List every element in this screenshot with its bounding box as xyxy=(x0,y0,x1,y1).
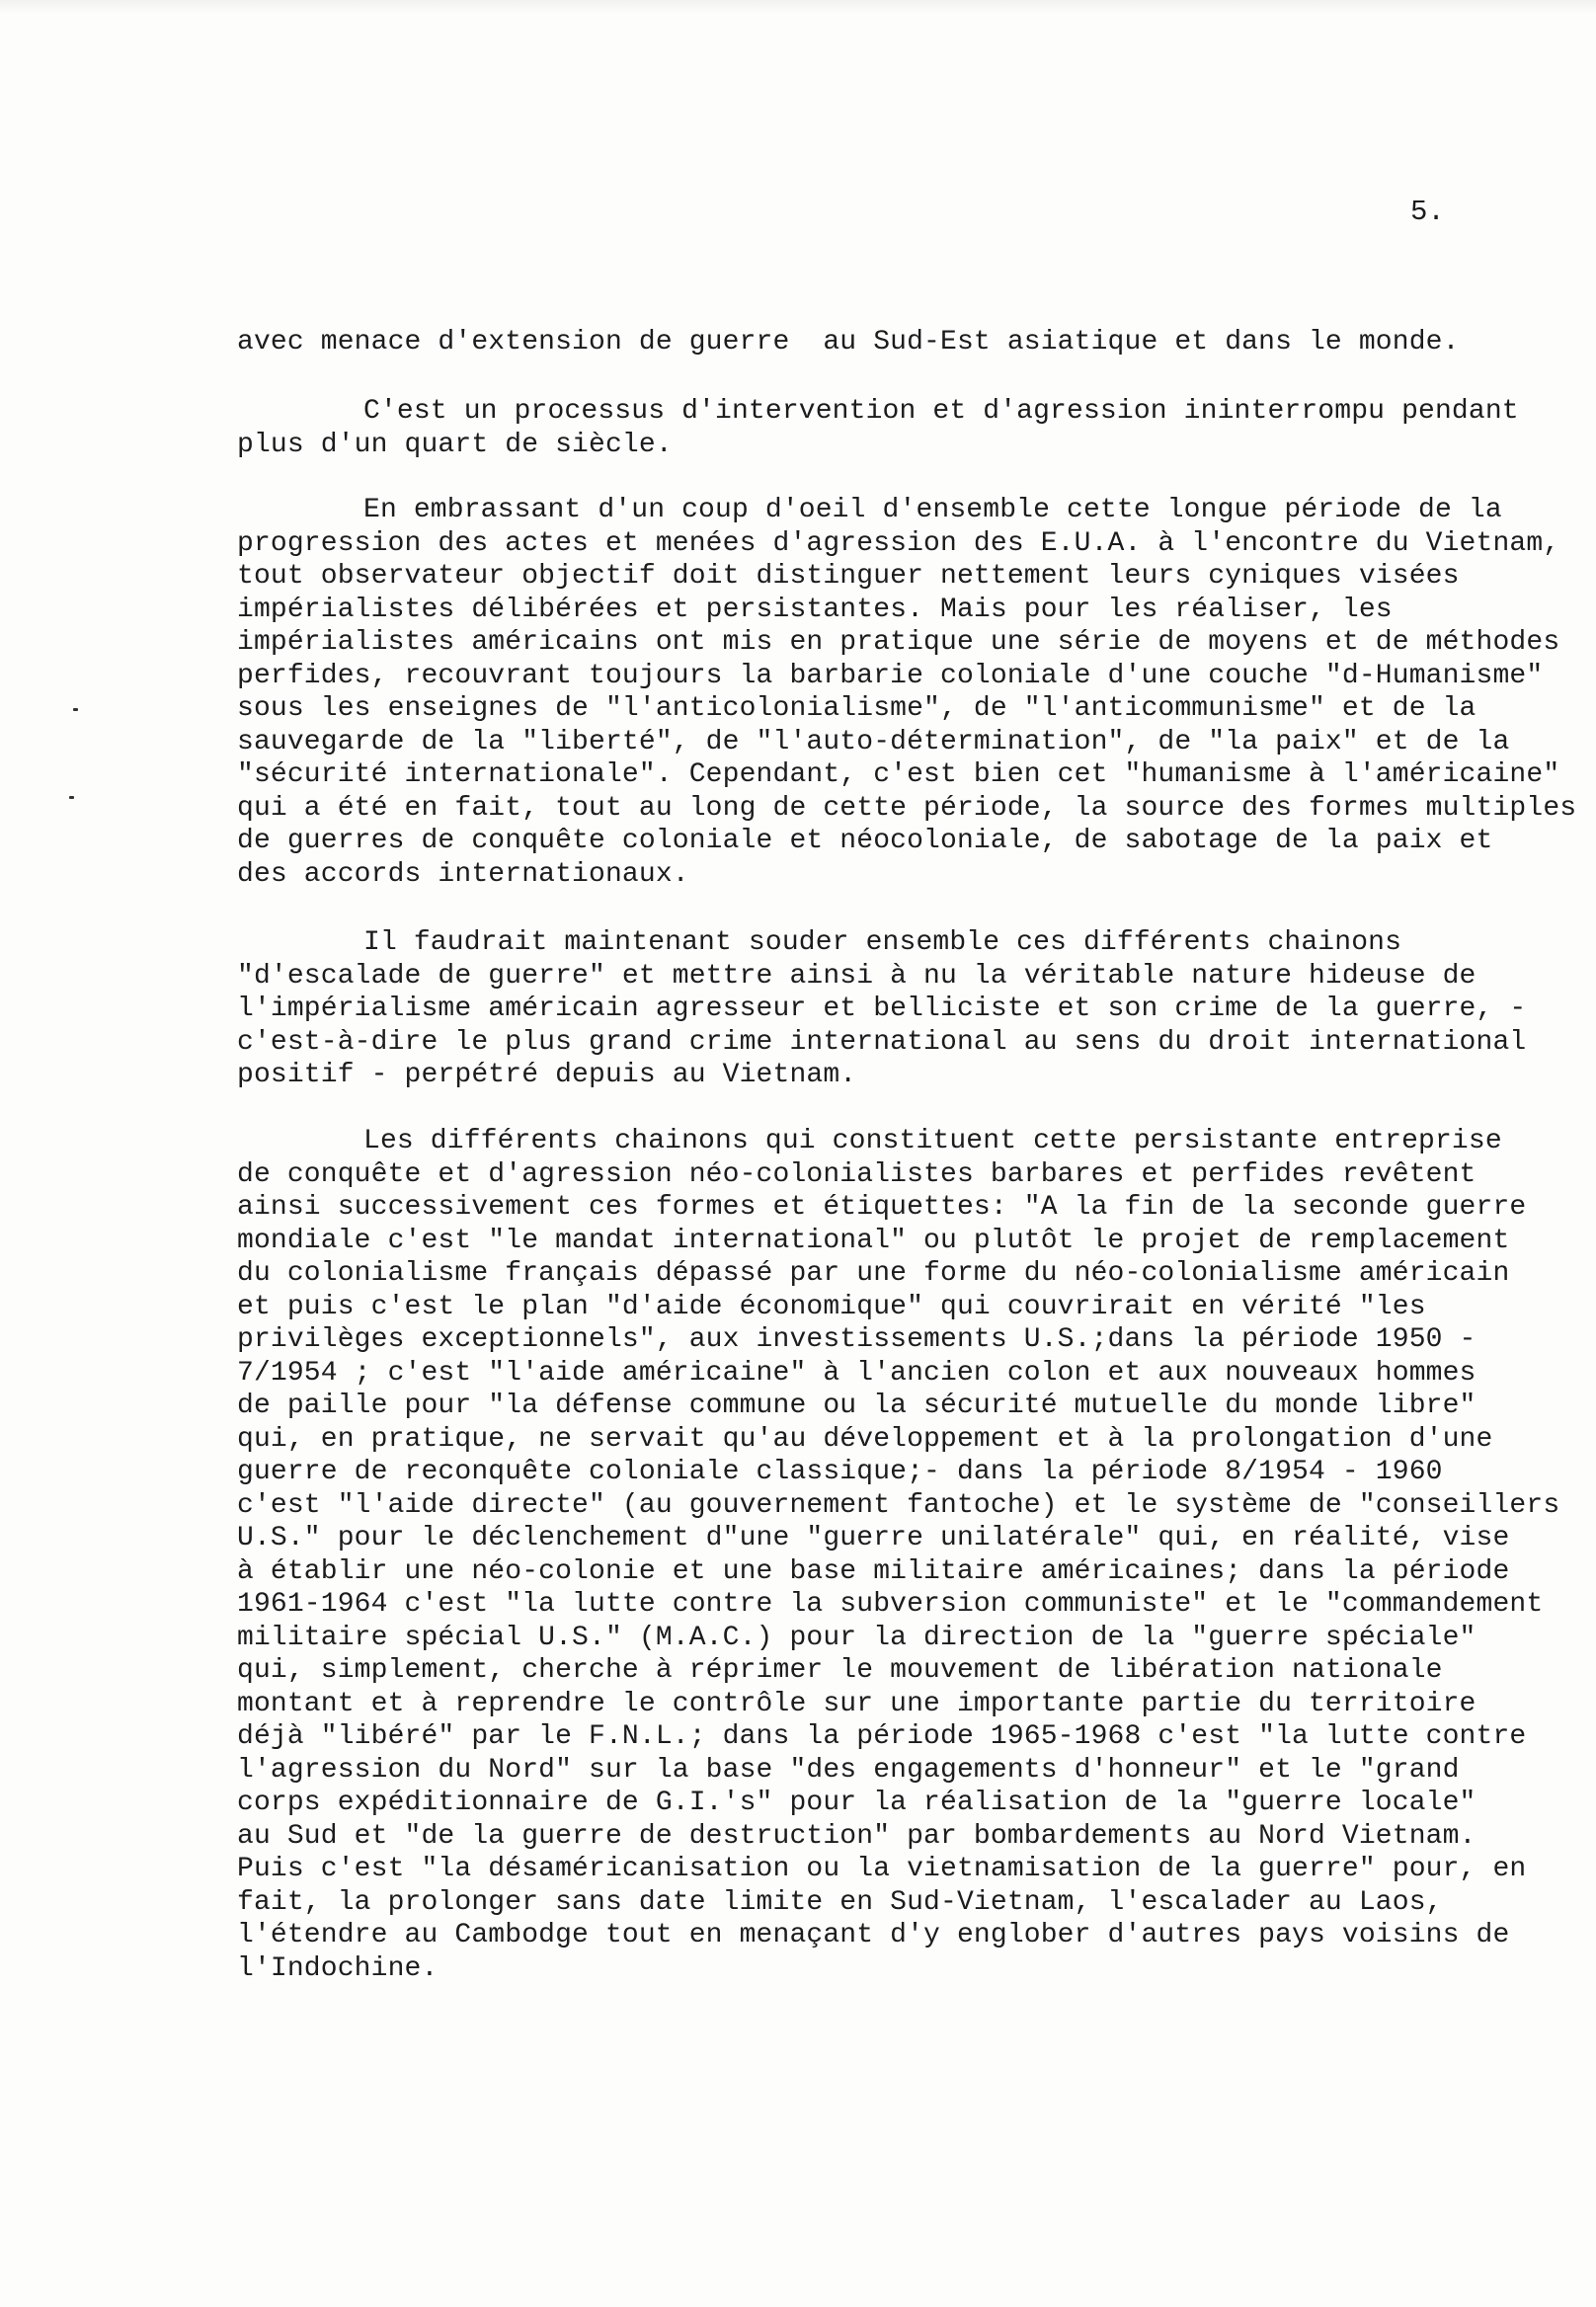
text-line: au Sud et "de la guerre de destruction" par bombardements au Nord Vietnam. xyxy=(237,1821,1476,1852)
text-line: guerre de reconquête coloniale classique;- dans la période 8/1954 - 1960 xyxy=(237,1457,1443,1487)
text-line: C'est un processus d'intervention et d'agression ininterrompu pendant xyxy=(363,396,1519,427)
text-line: des accords internationaux. xyxy=(237,859,689,890)
text-line: "d'escalade de guerre" et mettre ainsi à nu la véritable nature hideuse de xyxy=(237,961,1476,992)
text-line: l'Indochine. xyxy=(237,1953,439,1984)
text-line: l'impérialisme américain agresseur et belliciste et son crime de la guerre, - xyxy=(237,994,1527,1024)
text-line: de conquête et d'agression néo-colonialistes barbares et perfides revêtent xyxy=(237,1159,1476,1190)
text-line: ainsi successivement ces formes et étiquettes: "A la fin de la seconde guerre xyxy=(237,1192,1527,1223)
text-line: c'est-à-dire le plus grand crime international au sens du droit international xyxy=(237,1027,1527,1058)
text-line: Les différents chainons qui constituent cette persistante entreprise xyxy=(363,1126,1502,1156)
text-line: impérialistes délibérées et persistantes. Mais pour les réaliser, les xyxy=(237,595,1393,625)
text-line: montant et à reprendre le contrôle sur une importante partie du territoire xyxy=(237,1689,1476,1719)
text-line: corps expéditionnaire de G.I.'s" pour la réalisation de la "guerre locale" xyxy=(237,1788,1476,1818)
text-line: à établir une néo-colonie et une base militaire américaines; dans la période xyxy=(237,1556,1510,1587)
text-line: sauvegarde de la "liberté", de "l'auto-détermination", de "la paix" et de la xyxy=(237,727,1510,757)
text-line: En embrassant d'un coup d'oeil d'ensemble cette longue période de la xyxy=(363,495,1502,525)
text-line: déjà "libéré" par le F.N.L.; dans la période 1965-1968 c'est "la lutte contre xyxy=(237,1721,1527,1752)
text-line: progression des actes et menées d'agression des E.U.A. à l'encontre du Vietnam, xyxy=(237,528,1560,559)
page-number: 5. xyxy=(1410,196,1445,228)
margin-mark xyxy=(69,796,74,799)
text-line: avec menace d'extension de guerre au Sud-Est asiatique et dans le monde. xyxy=(237,327,1460,358)
text-line: et puis c'est le plan "d'aide économique" qui couvrirait en vérité "les xyxy=(237,1292,1426,1322)
text-line: qui a été en fait, tout au long de cette période, la source des formes multiples xyxy=(237,793,1577,824)
text-line: de paille pour "la défense commune ou la sécurité mutuelle du monde libre" xyxy=(237,1391,1476,1421)
text-line: c'est "l'aide directe" (au gouvernement fantoche) et le système de "conseillers xyxy=(237,1490,1560,1521)
text-line: qui, simplement, cherche à réprimer le mouvement de libération nationale xyxy=(237,1655,1443,1686)
text-line: Il faudrait maintenant souder ensemble ces différents chainons xyxy=(363,927,1402,958)
text-line: qui, en pratique, ne servait qu'au développement et à la prolongation d'une xyxy=(237,1424,1493,1455)
text-line: "sécurité internationale". Cependant, c'est bien cet "humanisme à l'américaine" xyxy=(237,759,1560,790)
scan-edge xyxy=(0,0,1596,14)
text-line: impérialistes américains ont mis en pratique une série de moyens et de méthodes xyxy=(237,627,1560,658)
text-line: mondiale c'est "le mandat international" ou plutôt le projet de remplacement xyxy=(237,1226,1510,1256)
text-line: fait, la prolonger sans date limite en Sud-Vietnam, l'escalader au Laos, xyxy=(237,1887,1443,1918)
text-line: U.S." pour le déclenchement d"une "guerre unilatérale" qui, en réalité, vise xyxy=(237,1523,1510,1553)
text-line: plus d'un quart de siècle. xyxy=(237,430,673,460)
text-line: perfides, recouvrant toujours la barbarie coloniale d'une couche "d-Humanisme" xyxy=(237,661,1544,691)
text-line: sous les enseignes de "l'anticolonialisme", de "l'anticommunisme" et de la xyxy=(237,693,1476,724)
text-line: l'agression du Nord" sur la base "des engagements d'honneur" et le "grand xyxy=(237,1755,1460,1786)
text-line: militaire spécial U.S." (M.A.C.) pour la direction de la "guerre spéciale" xyxy=(237,1623,1476,1653)
margin-mark xyxy=(73,708,78,711)
text-line: de guerres de conquête coloniale et néocoloniale, de sabotage de la paix et xyxy=(237,826,1493,856)
text-line: Puis c'est "la désaméricanisation ou la vietnamisation de la guerre" pour, en xyxy=(237,1854,1527,1884)
text-line: privilèges exceptionnels", aux investissements U.S.;dans la période 1950 - xyxy=(237,1324,1476,1355)
text-line: du colonialisme français dépassé par une forme du néo-colonialisme américain xyxy=(237,1258,1510,1289)
text-line: 7/1954 ; c'est "l'aide américaine" à l'ancien colon et aux nouveaux hommes xyxy=(237,1358,1476,1389)
text-line: l'étendre au Cambodge tout en menaçant d'y englober d'autres pays voisins de xyxy=(237,1920,1510,1950)
text-line: positif - perpétré depuis au Vietnam. xyxy=(237,1060,857,1090)
text-line: 1961-1964 c'est "la lutte contre la subversion communiste" et le "commandement xyxy=(237,1589,1544,1620)
text-line: tout observateur objectif doit distinguer nettement leurs cyniques visées xyxy=(237,561,1460,592)
